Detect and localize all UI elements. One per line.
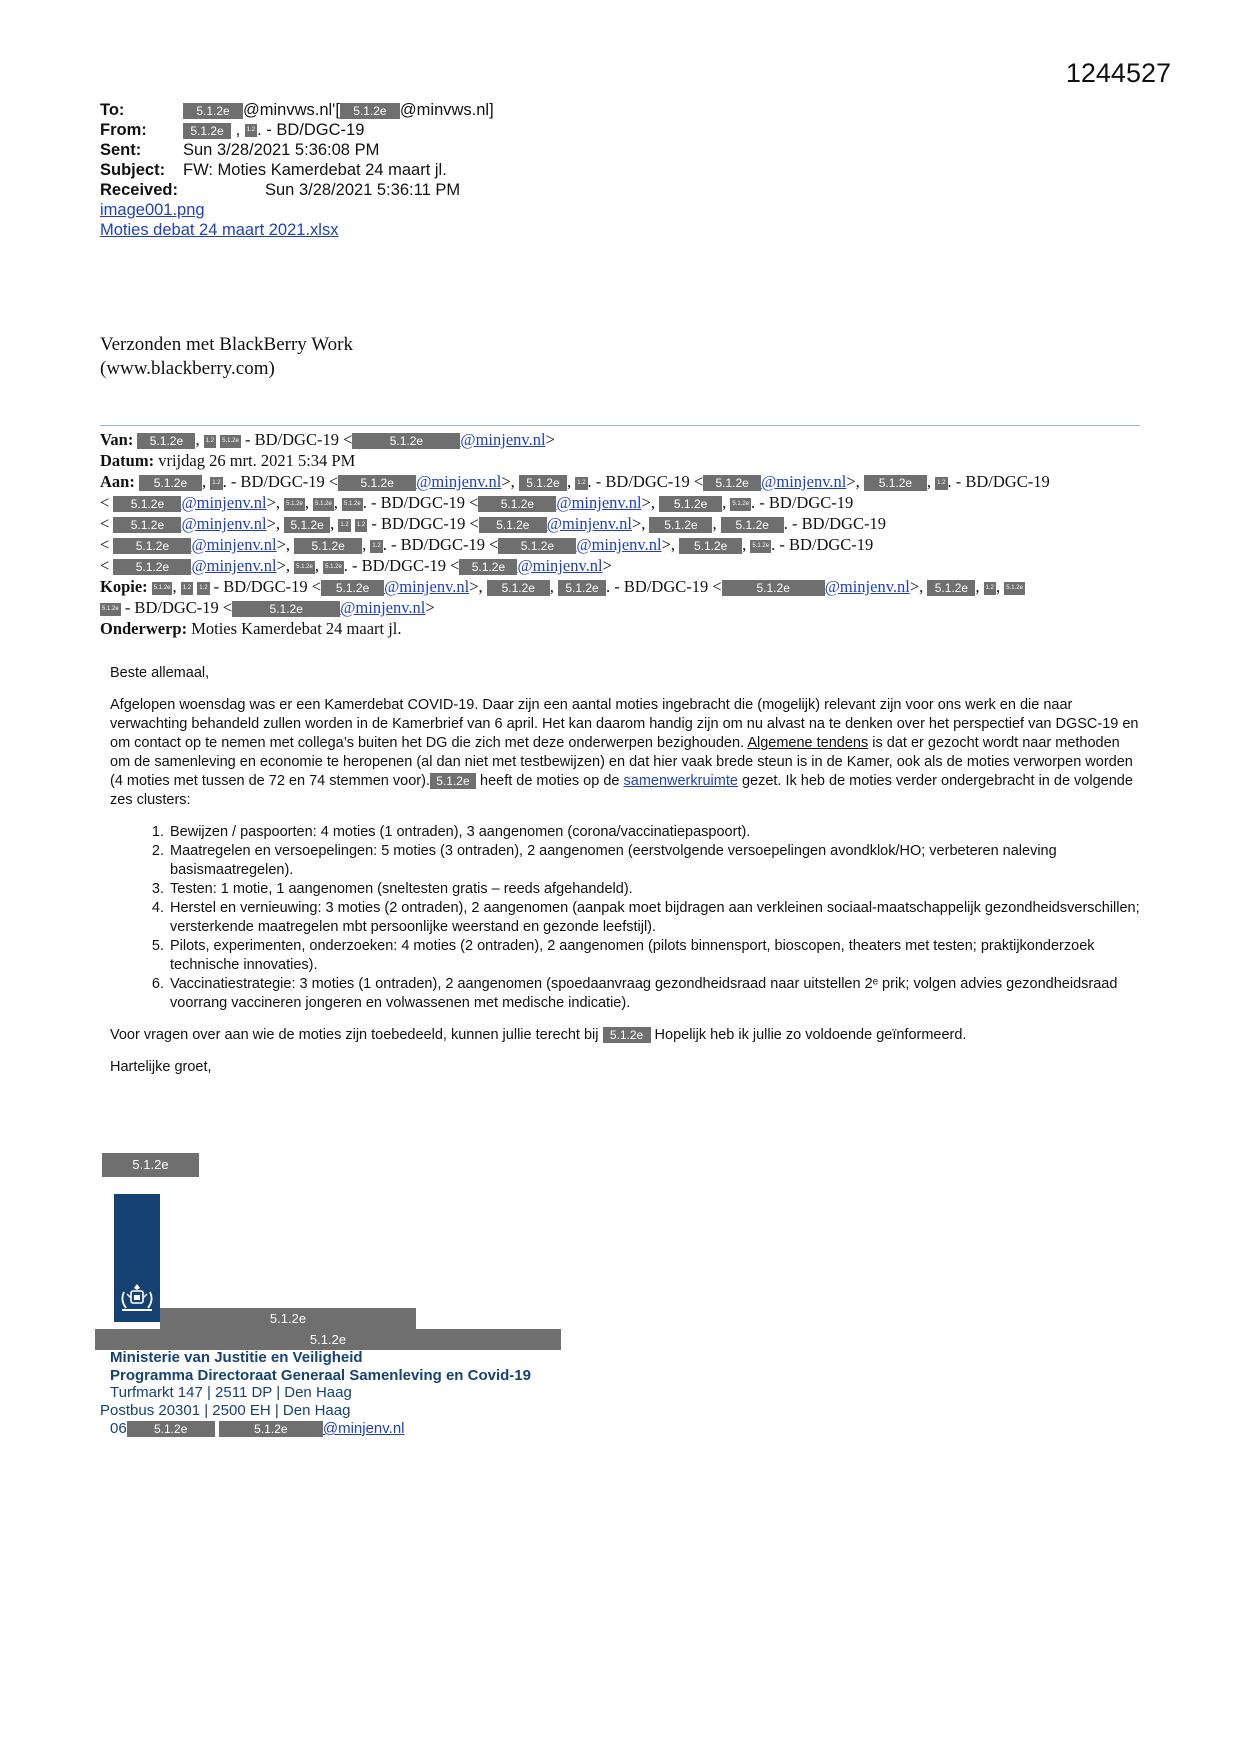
blackberry-line: Verzonden met BlackBerry Work <box>100 334 353 355</box>
redaction-box: 5.1.2e <box>323 561 344 574</box>
separator: < <box>100 493 110 512</box>
separator: , <box>722 493 727 512</box>
separator: , <box>333 493 338 512</box>
redaction-box: 5.1.2e <box>232 601 340 617</box>
blackberry-url: (www.blackberry.com) <box>100 358 275 379</box>
redaction-box: 5.1.2e <box>321 580 384 596</box>
onderwerp-label: Onderwerp: <box>100 619 188 638</box>
signature-address: Turfmarkt 147 | 2511 DP | Den Haag <box>110 1384 352 1401</box>
redaction-box: 5.1.2e <box>220 435 241 448</box>
datum-row <box>100 450 1150 471</box>
separator: , <box>362 535 367 554</box>
redaction-box: 5.1.2e <box>721 517 784 533</box>
paragraph-text: Hopelijk heb ik jullie zo voldoende geïnformeerd. <box>654 1027 967 1043</box>
samenwerkruimte-link[interactable]: samenwerkruimte <box>623 773 738 789</box>
redaction-box: 1.2 <box>245 124 257 137</box>
separator: , <box>549 577 554 596</box>
redaction-box: 1.2 <box>338 519 350 532</box>
redaction-box: 5.1.2e <box>294 538 362 554</box>
email-link[interactable]: @minjenv.nl <box>181 493 267 512</box>
redaction-box: 5.1.2e <box>649 517 712 533</box>
redaction-box: 1.2 <box>210 477 222 490</box>
redaction-box: 5.1.2e <box>487 580 550 596</box>
redaction-box: 5.1.2e <box>183 103 243 119</box>
redaction-box: 5.1.2e <box>284 498 305 511</box>
separator: , <box>742 535 747 554</box>
separator: < <box>100 514 110 533</box>
redaction-box: 1.2 <box>197 582 209 595</box>
redaction-box: 5.1.2e <box>139 475 202 491</box>
redaction-box: 5.1.2e <box>100 603 121 616</box>
redaction-box: 5.1.2e <box>703 475 761 491</box>
kopie-row-cont <box>100 597 1150 618</box>
van-row <box>100 429 1150 450</box>
redaction-box: 1.2 <box>984 582 996 595</box>
to-value: @minvws.nl] <box>399 101 494 119</box>
group-text: . - BD/DGC-19 < <box>587 472 704 491</box>
paragraph-text: is dat er gezocht wordt naar methoden om de samenleving en economie te heropenen (al dan niet met testbewijzen) en dat hier vaak brede steun is in de Kamer, ook als de moties verworpen worden (4 moties met tussen de 72 en 74 stemmen voor). <box>110 735 1133 789</box>
email-link[interactable]: @minjenv.nl <box>384 577 470 596</box>
kopie-row <box>100 576 1150 597</box>
phone-prefix: 06 <box>110 1420 127 1437</box>
separator: , <box>996 577 1001 596</box>
paragraph-text: Afgelopen woensdag was er een Kamerdebat COVID-19. Daar zijn een aantal moties ingebracht die (mogelijk) relevant zijn voor ons werk en die naar verwachting behandeld zullen worden in de Kamerbrief van 6 april. Het kan daarom handig zijn om nu alvast na te denken over het perspectief van DGSC-19 en om contact op te nemen met collega’s buiten het DG die zich met deze onderwerpen bezighouden. <box>110 697 1139 751</box>
email-link[interactable]: @minjenv.nl <box>340 598 426 617</box>
redaction-box: 5.1.2e <box>313 498 334 511</box>
redaction-box: 5.1.2e <box>113 496 181 512</box>
kopie-label: Kopie: <box>100 577 148 596</box>
blackberry-signature <box>100 333 353 381</box>
email-link[interactable]: @minjenv.nl <box>517 556 603 575</box>
separator: >, <box>266 514 281 533</box>
list-item: 5. Pilots, experimenten, onderzoeken: 4 moties (2 ontraden), 2 aangenomen (pilots binnensport, bioscopen, theaters met testen; praktijkonderzoek technische innovaties). <box>168 937 1140 975</box>
received-label: Received: <box>100 181 178 199</box>
email-link[interactable]: @minjenv.nl <box>824 577 910 596</box>
separator: , <box>195 430 200 449</box>
redaction-box: 1.2 <box>181 582 193 595</box>
signature-contact <box>110 1420 405 1438</box>
redaction-box: 5.1.2e <box>113 538 191 554</box>
signature-ministry <box>110 1349 531 1385</box>
subject-value: FW: Moties Kamerdebat 24 maart jl. <box>183 161 447 179</box>
separator: , <box>201 472 207 491</box>
group-text: - BD/DGC-19 < <box>367 514 479 533</box>
group-text: . - BD/DGC-19 < <box>382 535 499 554</box>
to-row <box>100 100 494 120</box>
redaction-box: 5.1.2e <box>352 433 460 449</box>
aan-row-cont <box>100 513 1150 534</box>
signature-postbus: Postbus 20301 | 2500 EH | Den Haag <box>100 1402 351 1419</box>
separator: < <box>100 535 110 554</box>
aan-row <box>100 471 1150 492</box>
redaction-box: 5.1.2e <box>498 538 576 554</box>
received-value: Sun 3/28/2021 5:36:11 PM <box>265 181 461 199</box>
from-label: From: <box>100 121 147 139</box>
paragraph-text: gezet. Ik heb de moties verder ondergebracht in de volgende zes clusters: <box>110 773 1133 808</box>
separator: >, <box>469 577 483 596</box>
aan-row-cont <box>100 492 1150 513</box>
aan-row-cont <box>100 555 1150 576</box>
onderwerp-row <box>100 618 1150 639</box>
redaction-box: 5.1.2e <box>95 1329 561 1350</box>
redaction-box: 5.1.2e <box>152 582 173 595</box>
separator: >, <box>909 577 924 596</box>
separator: > <box>602 556 612 575</box>
redaction-box: 5.1.2e <box>113 559 191 575</box>
redaction-box: 5.1.2e <box>102 1153 199 1177</box>
redaction-box: 5.1.2e <box>679 538 742 554</box>
separator: >, <box>266 493 281 512</box>
separator: , <box>712 514 717 533</box>
group-text: . - BD/DGC-19 <box>751 493 854 512</box>
forward-divider <box>100 425 1140 426</box>
list-item: 6. Vaccinatiestrategie: 3 moties (1 ontraden), 2 aangenomen (spoedaanvraag gezondheidsraad naar uitstellen 2ᵉ prik; volgen advies gezondheidsraad voorrang vaccineren jongeren en volwassenen met medische indicatie). <box>168 975 1140 1013</box>
redaction-box: 5.1.2e <box>730 498 751 511</box>
subject-label: Subject: <box>100 161 166 179</box>
separator: >, <box>501 472 515 491</box>
separator: >, <box>846 472 860 491</box>
redaction-box: 1.2 <box>935 477 947 490</box>
redaction-box: 1.2 <box>355 519 367 532</box>
separator: >, <box>276 535 291 554</box>
email-link[interactable]: @minjenv.nl <box>181 514 267 533</box>
sent-value: Sun 3/28/2021 5:36:08 PM <box>183 141 380 159</box>
email-link[interactable]: @minjenv.nl <box>191 535 277 554</box>
redaction-box: 5.1.2e <box>284 517 330 533</box>
ministry-name: Ministerie van Justitie en Veiligheid <box>110 1349 363 1366</box>
list-item: 3. Testen: 1 motie, 1 aangenomen (sneltesten gratis – reeds afgehandeld). <box>168 880 1140 899</box>
separator: , <box>314 556 319 575</box>
email-link[interactable]: @minjenv.nl <box>576 535 662 554</box>
redaction-box: 5.1.2e <box>558 580 606 596</box>
redaction-box: 5.1.2e <box>750 540 771 553</box>
group-text: - BD/DGC-19 < <box>120 598 233 617</box>
redaction-box: 5.1.2e <box>1004 582 1025 595</box>
group-text: . - BD/DGC-19 < <box>362 493 479 512</box>
group-text: . - BD/DGC-19 <box>783 514 886 533</box>
group-text: . - BD/DGC-19 < <box>606 577 722 596</box>
separator: >, <box>276 556 291 575</box>
program-name: Programma Directoraat Generaal Samenleving en Covid-19 <box>110 1367 531 1384</box>
group-text: - BD/DGC-19 < <box>240 430 353 449</box>
redaction-box: 5.1.2e <box>113 517 181 533</box>
attachment-row <box>100 200 494 220</box>
separator: , <box>330 514 335 533</box>
redaction-box: 5.1.2e <box>864 475 927 491</box>
redaction-box: 5.1.2e <box>659 496 722 512</box>
rijksoverheid-logo <box>114 1194 160 1322</box>
van-label: Van: <box>100 430 134 449</box>
redaction-box: 5.1.2e <box>342 498 363 511</box>
redaction-box: 5.1.2e <box>183 123 231 139</box>
subject-row <box>100 160 494 180</box>
group-text: - BD/DGC-19 < <box>209 577 322 596</box>
group-text: . - BD/DGC-19 <box>771 535 874 554</box>
email-link[interactable]: @minjenv.nl <box>191 556 277 575</box>
redaction-box: 5.1.2e <box>137 433 195 449</box>
document-id: 1244527 <box>1065 58 1171 88</box>
separator: > <box>425 598 435 617</box>
redaction-box: 5.1.2e <box>160 1308 416 1330</box>
separator: < <box>100 556 110 575</box>
closing: Hartelijke groet, <box>110 1059 212 1075</box>
separator: >, <box>641 493 655 512</box>
group-text: . - BD/DGC-19 < <box>222 472 339 491</box>
aan-row-cont <box>100 534 1150 555</box>
redaction-box: 5.1.2e <box>519 475 567 491</box>
message-body <box>110 664 1140 1090</box>
to-value: @minvws.nl'[ <box>243 101 340 119</box>
group-text: . - BD/DGC-19 < <box>343 556 460 575</box>
onderwerp-value: Moties Kamerdebat 24 maart jl. <box>191 619 402 638</box>
coat-of-arms-icon <box>118 1282 156 1316</box>
attachment-link-image[interactable]: image001.png <box>100 201 205 219</box>
paragraph-text: heeft de moties op de <box>480 773 620 789</box>
underlined-term: Algemene tendens <box>747 735 869 751</box>
received-row <box>100 180 494 200</box>
attachment-row <box>100 220 494 240</box>
separator: , <box>172 577 177 596</box>
group-text: . - BD/DGC-19 <box>947 472 1050 491</box>
redaction-box: 5.1.2e <box>927 580 975 596</box>
to-label: To: <box>100 101 125 119</box>
email-link[interactable]: @minjenv.nl <box>556 493 642 512</box>
separator: , <box>975 577 980 596</box>
separator: , <box>566 472 572 491</box>
sent-row <box>100 140 494 160</box>
redaction-box: 5.1.2e <box>479 517 547 533</box>
redaction-box: 5.1.2e <box>340 103 400 119</box>
email-link[interactable]: @minjenv.nl <box>761 472 847 491</box>
email-link[interactable]: @minjenv.nl <box>546 514 632 533</box>
separator: >, <box>661 535 676 554</box>
redaction-box: 5.1.2e <box>127 1421 215 1437</box>
email-link[interactable]: @minjenv.nl <box>460 430 546 449</box>
from-value: . - BD/DGC-19 <box>257 121 365 139</box>
redaction-box: 5.1.2e <box>603 1027 651 1043</box>
email-link[interactable]: @minjenv.nl <box>416 472 502 491</box>
datum-value: vrijdag 26 mrt. 2021 5:34 PM <box>158 451 356 470</box>
greeting: Beste allemaal, <box>110 665 210 681</box>
redaction-box: 5.1.2e <box>338 475 416 491</box>
redaction-box: 1.2 <box>575 477 587 490</box>
redaction-box: 5.1.2e <box>722 580 825 596</box>
from-row: From: 5.1.2e , 1.2 . - BD/DGC-19 <box>100 121 365 139</box>
email-header <box>100 100 494 240</box>
paragraph-text: Voor vragen over aan wie de moties zijn toebedeeld, kunnen jullie terecht bij <box>110 1027 599 1043</box>
paragraph-questions <box>110 1026 1140 1045</box>
redaction-box: 5.1.2e <box>219 1421 323 1437</box>
datum-label: Datum: <box>100 451 155 470</box>
separator: , <box>926 472 932 491</box>
redaction-box: 5.1.2e <box>430 773 476 789</box>
redaction-box: 1.2 <box>204 435 216 448</box>
list-item: 1. Bewijzen / paspoorten: 4 moties (1 ontraden), 3 aangenomen (corona/vaccinatiepaspoort). <box>168 823 1140 842</box>
separator: > <box>545 430 555 449</box>
paragraph-intro <box>110 696 1140 810</box>
sent-label: Sent: <box>100 141 142 159</box>
redaction-box: 1.2 <box>370 540 382 553</box>
redaction-box: 5.1.2e <box>459 559 517 575</box>
aan-label: Aan: <box>100 472 135 491</box>
redaction-box: 5.1.2e <box>478 496 556 512</box>
list-item: 2. Maatregelen en versoepelingen: 5 moties (3 ontraden), 2 aangenomen (eerstvolgende versoepelingen avondklok/HO; verbeteren naleving basismaatregelen). <box>168 842 1140 880</box>
redaction-box: 5.1.2e <box>294 561 315 574</box>
separator: , <box>304 493 309 512</box>
separator: >, <box>631 514 646 533</box>
cluster-list <box>110 823 1140 1013</box>
list-item: 4. Herstel en vernieuwing: 3 moties (2 ontraden), 2 aangenomen (aanpak moet bijdragen aan verkleinen sociaal-maatschappelijk gezondheidsverschillen; versterkende maatregelen mbt persoonlijke weerstand en gezonde leefstijl). <box>168 899 1140 937</box>
signature-email-link[interactable]: @minjenv.nl <box>322 1420 405 1437</box>
attachment-link-xlsx[interactable]: Moties debat 24 maart 2021.xlsx <box>100 221 339 239</box>
forwarded-header <box>100 429 1150 639</box>
